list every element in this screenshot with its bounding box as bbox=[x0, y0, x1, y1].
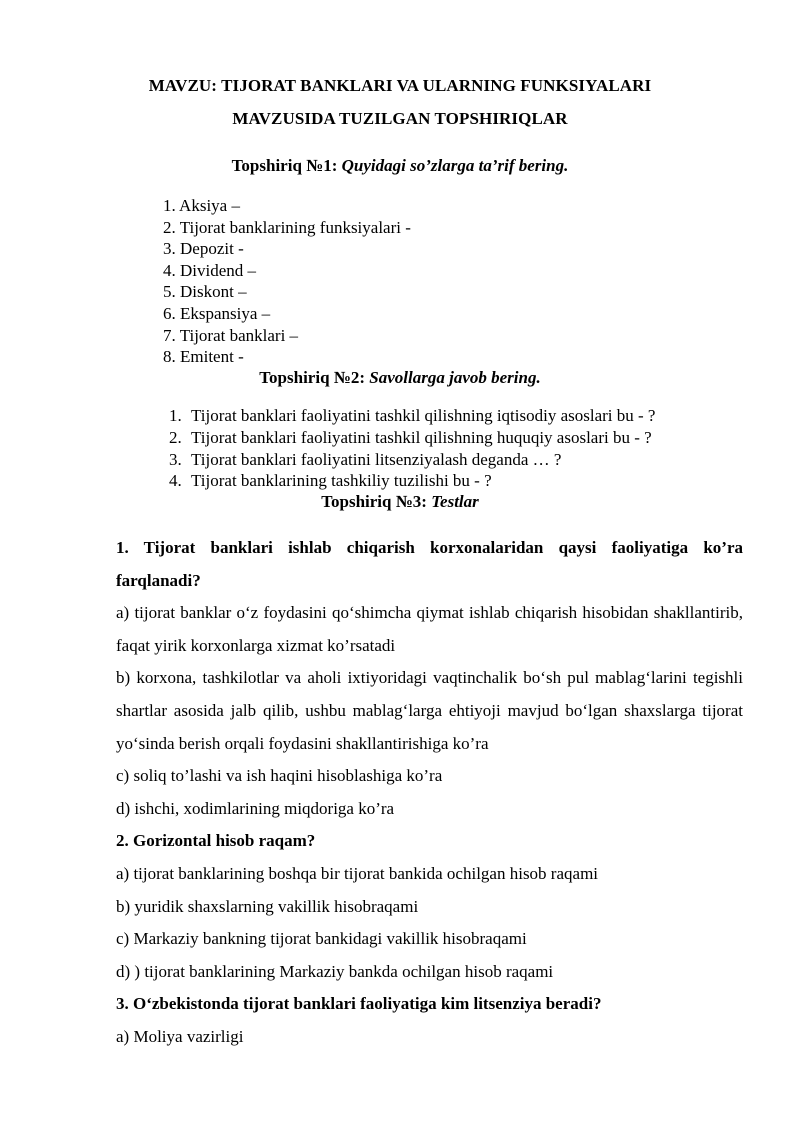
task2-label: Topshiriq №2: bbox=[259, 368, 366, 387]
test-option: a) Moliya vazirligi bbox=[116, 1026, 244, 1046]
list-item-number: 2. bbox=[169, 427, 182, 447]
list-item bbox=[169, 427, 655, 449]
task1-heading bbox=[0, 156, 800, 176]
task1-instruction: Quyidagi so’zlarga ta’rif bering. bbox=[341, 156, 569, 175]
list-item: 1. Aksiya – bbox=[163, 196, 240, 215]
list-item-number: 4. bbox=[169, 471, 182, 491]
list-item: 7. Tijorat banklari – bbox=[163, 325, 299, 345]
list-item: 8. Emitent - bbox=[163, 347, 244, 367]
task1-label: Topshiriq №1: bbox=[231, 156, 338, 175]
test-option: b) korxona, tashkilotlar va aholi ixtiyoridagi vaqtinchalik bo‘sh pul mablag‘larini tegishli shartlar asosida jalb qilib, ushbu mablag‘larga ehtiyoji mavjud bo‘lgan shaxslarga tijorat yo‘sinda berish orqali foydasini shakllantirishiga ko’ra bbox=[116, 668, 743, 753]
test-option: c) soliq to’lashi va ish haqini hisoblashiga ko’ra bbox=[116, 766, 443, 786]
task2-heading bbox=[0, 368, 800, 388]
test-question-2: 2. Gorizontal hisob raqam? bbox=[116, 831, 316, 851]
list-item-text: Tijorat banklari faoliyatini tashkil qilishning iqtisodiy asoslari bu - ? bbox=[191, 406, 656, 425]
test-option: d) ishchi, xodimlarining miqdoriga ko’ra bbox=[116, 798, 395, 818]
test-option: b) yuridik shaxslarning vakillik hisobraqami bbox=[116, 896, 419, 916]
list-item bbox=[169, 405, 655, 427]
list-item-number: 3. bbox=[169, 449, 182, 469]
list-item: 6. Ekspansiya – bbox=[163, 303, 271, 323]
list-item bbox=[169, 449, 655, 471]
document-title-line-1: MAVZU: TIJORAT BANKLARI VA ULARNING FUNKSIYALARI bbox=[148, 76, 652, 95]
document-title-line-2: MAVZUSIDA TUZILGAN TOPSHIRIQLAR bbox=[232, 109, 568, 128]
list-item: 3. Depozit - bbox=[163, 239, 244, 259]
test-question-1: 1. Tijorat banklari ishlab chiqarish korxonalaridan qaysi faoliyatiga ko’ra farqlanadi? bbox=[116, 538, 743, 590]
test-option: a) tijorat banklar o‘z foydasini qo‘shimcha qiymat ishlab chiqarish hisobidan shakllantirib, faqat yirik korxonlarga xizmat ko’rsatadi bbox=[116, 603, 743, 655]
task1-term-list bbox=[163, 195, 411, 368]
list-item: 2. Tijorat banklarining funksiyalari - bbox=[163, 217, 411, 237]
list-item-text: Tijorat banklarining tashkiliy tuzilishi bu - ? bbox=[191, 471, 492, 491]
task3-heading bbox=[0, 492, 800, 512]
list-item-number: 1. bbox=[169, 406, 182, 425]
list-item: 4. Dividend – bbox=[163, 260, 257, 280]
list-item-text: Tijorat banklari faoliyatini litsenziyalash deganda … ? bbox=[191, 449, 562, 469]
test-option: d) ) tijorat banklarining Markaziy bankda ochilgan hisob raqami bbox=[116, 961, 554, 981]
task3-instruction: Testlar bbox=[431, 492, 479, 511]
test-option: c) Markaziy bankning tijorat bankidagi vakillik hisobraqami bbox=[116, 929, 527, 949]
list-item-text: Tijorat banklari faoliyatini tashkil qilishning huquqiy asoslari bu - ? bbox=[191, 427, 652, 447]
task3-label: Topshiriq №3: bbox=[321, 492, 427, 511]
task2-instruction: Savollarga javob bering. bbox=[369, 368, 541, 387]
test-option: a) tijorat banklarining boshqa bir tijorat bankida ochilgan hisob raqami bbox=[116, 863, 599, 883]
task3-tests bbox=[116, 532, 743, 1054]
task2-question-list bbox=[169, 405, 655, 492]
test-question-3: 3. O‘zbekistonda tijorat banklari faoliyatiga kim litsenziya beradi? bbox=[116, 994, 602, 1014]
list-item bbox=[169, 470, 655, 492]
list-item: 5. Diskont – bbox=[163, 282, 247, 302]
